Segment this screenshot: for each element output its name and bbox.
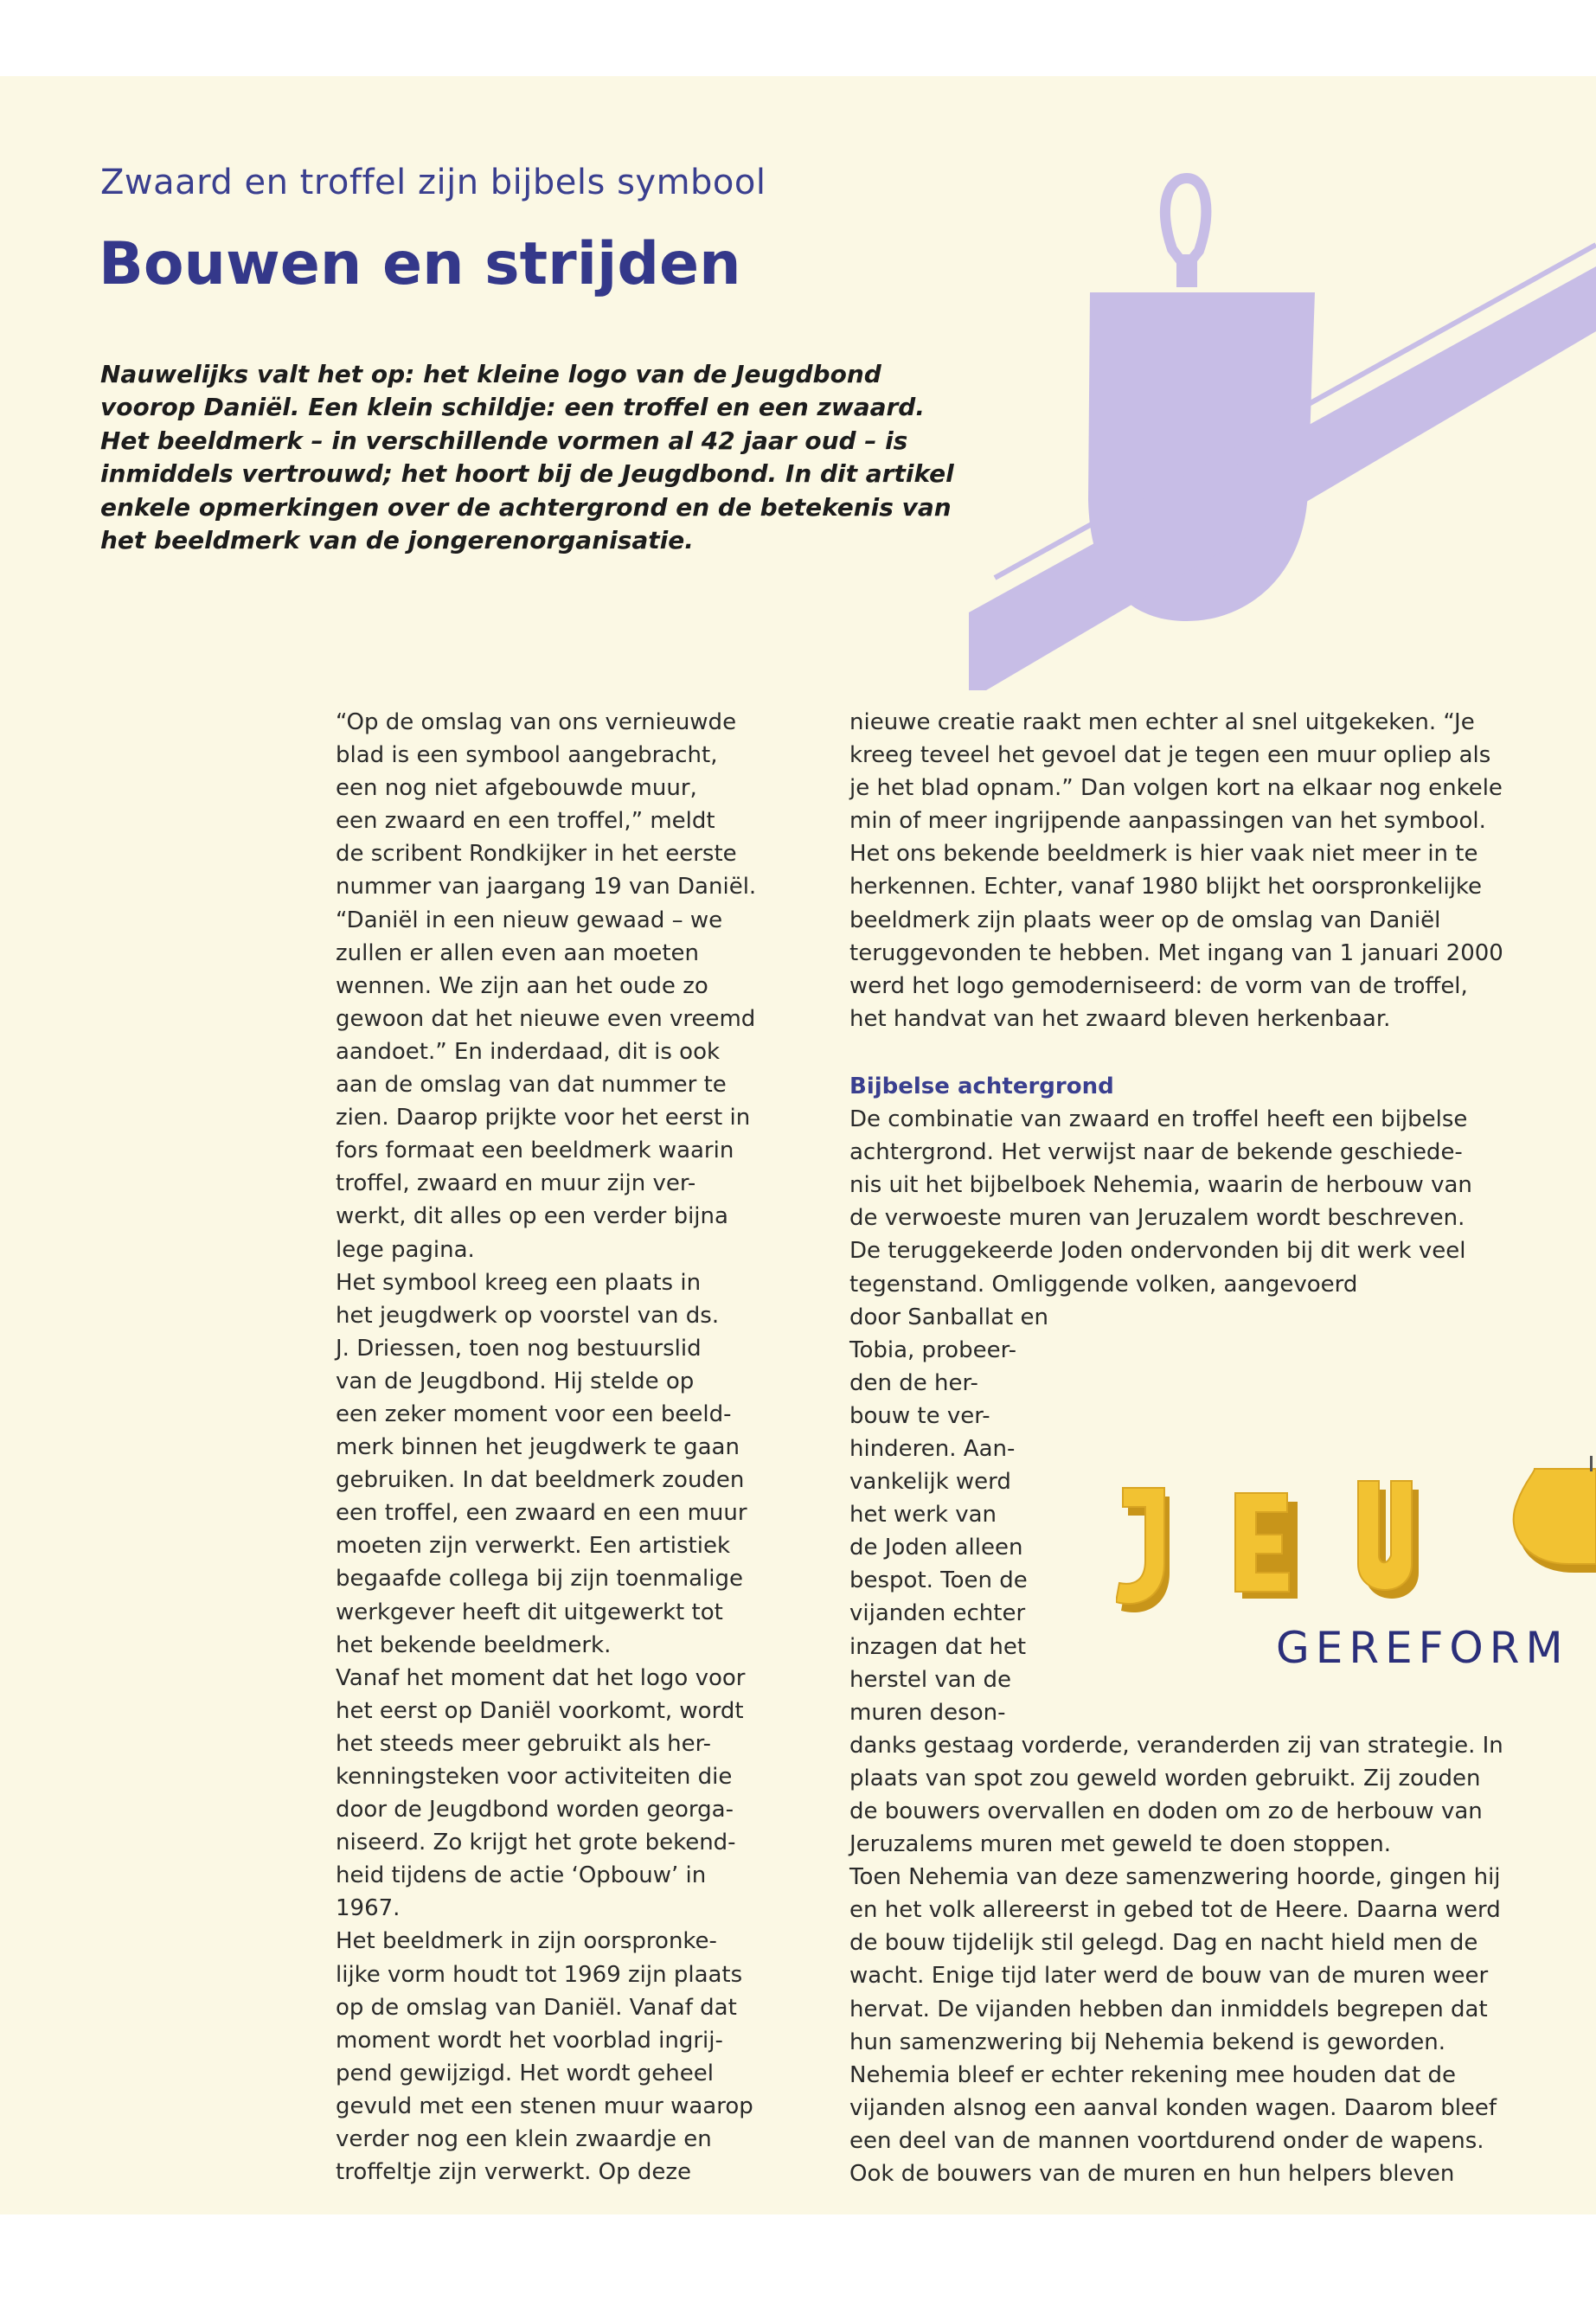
body-line: gewoon dat het nieuwe even vreemd bbox=[336, 1005, 756, 1032]
body-line: J. Driessen, toen nog bestuurslid bbox=[336, 1335, 702, 1362]
body-line: door Sanballat en bbox=[849, 1304, 1048, 1330]
body-line: merk binnen het jeugdwerk te gaan bbox=[336, 1434, 740, 1461]
body-line: bespot. Toen de bbox=[849, 1567, 1028, 1594]
body-line: achtergrond. Het verwijst naar de bekende geschiede- bbox=[849, 1139, 1463, 1166]
body-line: het eerst op Daniël voorkomt, wordt bbox=[336, 1697, 744, 1724]
body-line: nummer van jaargang 19 van Daniël. bbox=[336, 874, 757, 901]
body-line: herkennen. Echter, vanaf 1980 blijkt het oorspronkelijke bbox=[849, 874, 1483, 901]
body-line: begaafde collega bij zijn toenmalige bbox=[336, 1566, 743, 1593]
jeugdbond-logo bbox=[1116, 1443, 1596, 1720]
body-line: troffel, zwaard en muur zijn ver- bbox=[336, 1170, 696, 1197]
page-edge-mark bbox=[1590, 1456, 1593, 1471]
body-line: een nog niet afgebouwde muur, bbox=[336, 775, 697, 802]
body-line: verder nog een klein zwaardje en bbox=[336, 2126, 712, 2153]
body-line: plaats van spot zou geweld worden gebruikt. Zij zouden bbox=[849, 1765, 1481, 1791]
article-title: Bouwen en strijden bbox=[99, 230, 741, 298]
body-line: de scribent Rondkijker in het eerste bbox=[336, 841, 737, 868]
body-line: lege pagina. bbox=[336, 1236, 475, 1263]
logo-letter-j bbox=[1116, 1488, 1164, 1604]
body-line: de bouw tijdelijk stil gelegd. Dag en nacht hield men de bbox=[849, 1930, 1478, 1957]
body-line: gevuld met een stenen muur waarop bbox=[336, 2093, 753, 2119]
body-line: Vanaf het moment dat het logo voor bbox=[336, 1664, 746, 1691]
body-line: zien. Daarop prijkte voor het eerst in bbox=[336, 1105, 751, 1131]
body-line: “Daniël in een nieuw gewaad – we bbox=[336, 907, 723, 933]
intro-line: voorop Daniël. Een klein schildje: een troffel en een zwaard. bbox=[100, 393, 925, 422]
body-line: niseerd. Zo krijgt het grote bekend- bbox=[336, 1830, 736, 1856]
body-line: wennen. We zijn aan het oude zo bbox=[336, 972, 708, 999]
body-line: de Joden alleen bbox=[849, 1535, 1023, 1561]
body-line: vankelijk werd bbox=[849, 1469, 1011, 1496]
body-line: blad is een symbool aangebracht, bbox=[336, 742, 718, 769]
body-line: tegenstand. Omliggende volken, aangevoerd bbox=[849, 1271, 1358, 1298]
body-line: Nehemia bleef er echter rekening mee houden dat de bbox=[849, 2061, 1456, 2088]
body-line: pend gewijzigd. Het wordt geheel bbox=[336, 2060, 714, 2086]
body-line: een zwaard en een troffel,” meldt bbox=[336, 808, 715, 835]
article-column-left bbox=[336, 706, 807, 2189]
body-line: bouw te ver- bbox=[849, 1402, 990, 1429]
body-line: gebruiken. In dat beeldmerk zouden bbox=[336, 1467, 745, 1494]
body-line: De combinatie van zwaard en troffel heeft een bijbelse bbox=[849, 1106, 1468, 1133]
body-line: danks gestaag vorderde, veranderden zij van strategie. In bbox=[849, 1732, 1503, 1759]
body-line: van de Jeugdbond. Hij stelde op bbox=[336, 1368, 695, 1394]
body-line: nis uit het bijbelboek Nehemia, waarin de herbouw van bbox=[849, 1172, 1472, 1199]
body-line: zullen er allen even aan moeten bbox=[336, 939, 700, 966]
magazine-page bbox=[0, 76, 1596, 2214]
logo-letter-e bbox=[1235, 1493, 1289, 1592]
body-line: een deel van de mannen voortdurend onder de wapens. bbox=[849, 2127, 1484, 2154]
body-line: min of meer ingrijpende aanpassingen van het symbool. bbox=[849, 808, 1486, 835]
body-line: wacht. Enige tijd later werd de bouw van de muren weer bbox=[849, 1963, 1489, 1990]
body-line: kenningsteken voor activiteiten die bbox=[336, 1764, 733, 1790]
body-line: vijanden echter bbox=[849, 1600, 1026, 1627]
body-line: troffeltje zijn verwerkt. Op deze bbox=[336, 2159, 692, 2186]
body-line: herstel van de bbox=[849, 1666, 1011, 1693]
body-line: vijanden alsnog een aanval konden wagen. Daarom bleef bbox=[849, 2094, 1497, 2121]
body-line: het bekende beeldmerk. bbox=[336, 1631, 612, 1658]
body-line: werd het logo gemoderniseerd: de vorm van de troffel, bbox=[849, 972, 1468, 999]
body-line: een zeker moment voor een beeld- bbox=[336, 1400, 732, 1427]
trowel-sword-illustration bbox=[960, 171, 1596, 690]
body-line: moeten zijn verwerkt. Een artistiek bbox=[336, 1533, 731, 1560]
body-line: hervat. De vijanden hebben dan inmiddels begrepen dat bbox=[849, 1996, 1488, 2022]
body-line: de verwoeste muren van Jeruzalem wordt beschreven. bbox=[849, 1205, 1465, 1232]
body-line: 1967. bbox=[336, 1895, 401, 1922]
body-line: het werk van bbox=[849, 1502, 997, 1529]
body-line: muren deson- bbox=[849, 1699, 1006, 1726]
body-line: Ook de bouwers van de muren en hun helpers bleven bbox=[849, 2161, 1455, 2188]
logo-letter-g bbox=[1514, 1469, 1596, 1564]
body-line: een troffel, een zwaard en een muur bbox=[336, 1500, 747, 1527]
logo-subtitle: GEREFORM bbox=[1276, 1623, 1569, 1673]
body-line: hun samenzwering bij Nehemia bekend is geworden. bbox=[849, 2029, 1445, 2055]
article-kicker: Zwaard en troffel zijn bijbels symbool bbox=[100, 163, 766, 202]
body-line: werkgever heeft dit uitgewerkt tot bbox=[336, 1599, 723, 1625]
body-line: heid tijdens de actie ‘Opbouw’ in bbox=[336, 1862, 707, 1889]
body-line: moment wordt het voorblad ingrij- bbox=[336, 2027, 723, 2054]
body-line: kreeg teveel het gevoel dat je tegen een muur opliep als bbox=[849, 742, 1491, 769]
body-line: fors formaat een beeldmerk waarin bbox=[336, 1138, 734, 1164]
body-line: De teruggekeerde Joden ondervonden bij dit werk veel bbox=[849, 1238, 1466, 1265]
body-line: en het volk allereerst in gebed tot de Heere. Daarna werd bbox=[849, 1897, 1501, 1924]
body-line: inzagen dat het bbox=[849, 1633, 1027, 1660]
intro-line: Het beeldmerk – in verschillende vormen al 42 jaar oud – is bbox=[100, 426, 908, 455]
body-line: nieuwe creatie raakt men echter al snel uitgekeken. “Je bbox=[849, 709, 1475, 735]
section-heading: Bijbelse achtergrond bbox=[849, 1073, 1114, 1099]
trowel-handle bbox=[1165, 178, 1206, 260]
intro-line: inmiddels vertrouwd; het hoort bij de Jeugdbond. In dit artikel bbox=[100, 459, 954, 489]
body-line: door de Jeugdbond worden georga- bbox=[336, 1797, 734, 1823]
trowel-neck bbox=[1176, 256, 1197, 287]
body-line: Tobia, probeer- bbox=[849, 1336, 1016, 1363]
body-line: het steeds meer gebruikt als her- bbox=[336, 1730, 712, 1757]
intro-line: het beeldmerk van de jongerenorganisatie. bbox=[100, 526, 694, 555]
article-intro bbox=[100, 358, 965, 557]
body-line: hinderen. Aan- bbox=[849, 1435, 1016, 1462]
body-line: beeldmerk zijn plaats weer op de omslag van Daniël bbox=[849, 907, 1441, 933]
body-line: den de her- bbox=[849, 1369, 978, 1396]
body-line: Het symbool kreeg een plaats in bbox=[336, 1269, 702, 1296]
body-line: lijke vorm houdt tot 1969 zijn plaats bbox=[336, 1961, 743, 1988]
intro-line: Nauwelijks valt het op: het kleine logo van de Jeugdbond bbox=[100, 360, 881, 388]
body-line: “Op de omslag van ons vernieuwde bbox=[336, 709, 737, 735]
body-line: Jeruzalems muren met geweld te doen stoppen. bbox=[849, 1831, 1391, 1858]
body-line: het jeugdwerk op voorstel van ds. bbox=[336, 1302, 720, 1329]
body-line: de bouwers overvallen en doden om zo de herbouw van bbox=[849, 1798, 1483, 1824]
body-line: aandoet.” En inderdaad, dit is ook bbox=[336, 1038, 721, 1065]
body-line: aan de omslag van dat nummer te bbox=[336, 1072, 727, 1099]
logo-letters bbox=[1116, 1443, 1596, 1625]
body-line: werkt, dit alles op een verder bijna bbox=[336, 1203, 728, 1230]
body-line: op de omslag van Daniël. Vanaf dat bbox=[336, 1994, 737, 2021]
body-line: Het beeldmerk in zijn oorspronke- bbox=[336, 1928, 717, 1955]
body-line: Het ons bekende beeldmerk is hier vaak niet meer in te bbox=[849, 841, 1478, 868]
body-line: teruggevonden te hebben. Met ingang van 1 januari 2000 bbox=[849, 939, 1503, 966]
body-line: Toen Nehemia van deze samenzwering hoorde, gingen hij bbox=[849, 1864, 1501, 1891]
body-line: het handvat van het zwaard bleven herkenbaar. bbox=[849, 1005, 1391, 1032]
body-line: je het blad opnam.” Dan volgen kort na elkaar nog enkele bbox=[849, 775, 1503, 802]
intro-line: enkele opmerkingen over de achtergrond en de betekenis van bbox=[100, 492, 952, 522]
